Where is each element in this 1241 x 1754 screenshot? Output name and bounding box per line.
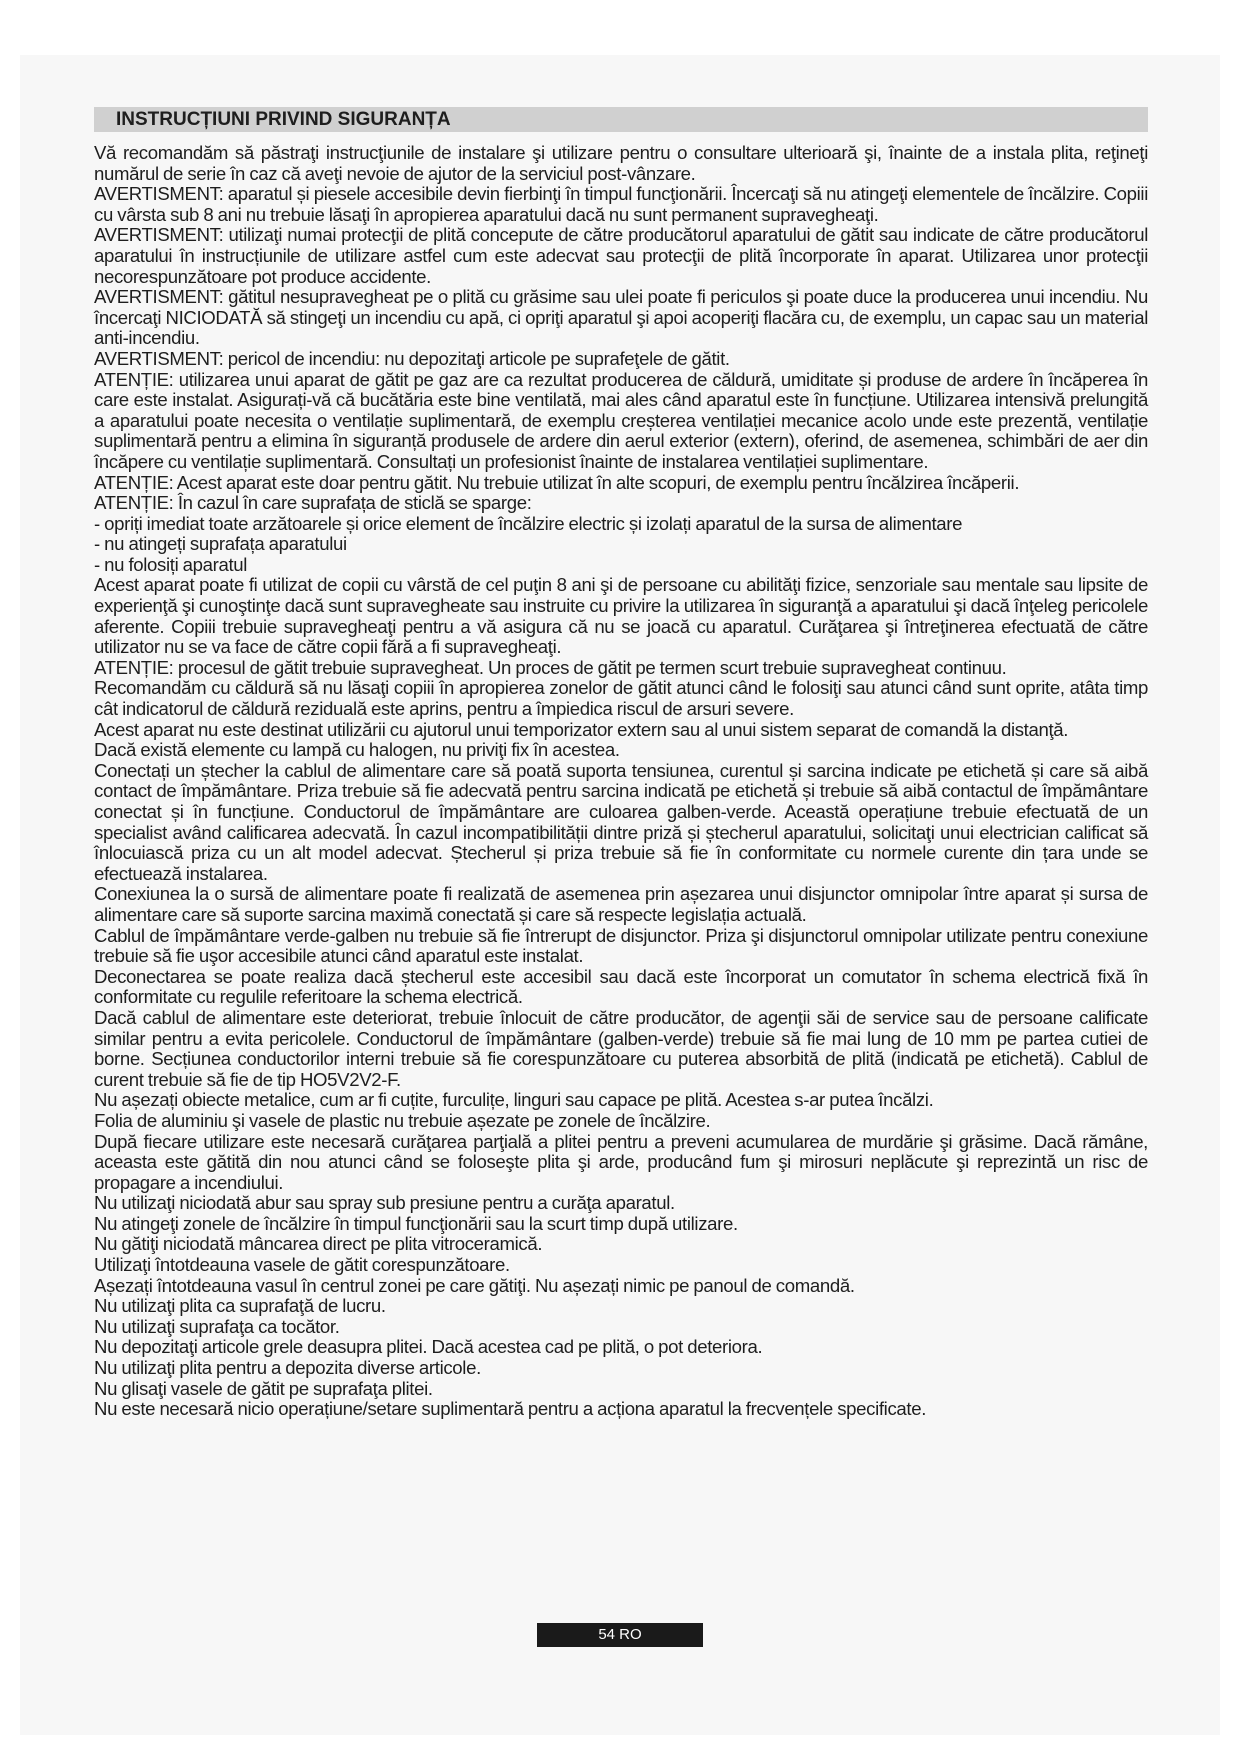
paragraph: Nu utilizaţi niciodată abur sau spray sub presiune pentru a curăţa aparatul. bbox=[94, 1192, 675, 1214]
paragraph: Dacă există elemente cu lampă cu halogen, nu priviţi fix în acestea. bbox=[94, 739, 620, 761]
paragraph: ATENȚIE: procesul de gătit trebuie supravegheat. Un proces de gătit pe termen scurt trebuie supravegheat continuu. bbox=[94, 656, 1007, 678]
paragraph: Conexiunea la o sursă de alimentare poate fi realizată de asemenea prin așezarea unui disjunctor omnipolar între aparat și sursa de alimentare care să suporte sarcina maximă conectată și care să respecte legislația actuală. bbox=[94, 883, 1148, 925]
paragraph: Nu glisaţi vasele de gătit pe suprafaţa plitei. bbox=[94, 1377, 433, 1399]
paragraph: Nu utilizaţi plita pentru a depozita diverse articole. bbox=[94, 1357, 481, 1379]
paragraph: Utilizaţi întotdeauna vasele de gătit corespunzătoare. bbox=[94, 1254, 510, 1276]
paragraph: Acest aparat nu este destinat utilizării cu ajutorul unui temporizator extern sau al unui sistem separat de comandă la distanţă. bbox=[94, 718, 1069, 740]
paragraph: Vă recomandăm să păstraţi instrucţiunile de instalare şi utilizare pentru o consultare ulterioară şi, înainte de a instala plita, reţineţi numărul de serie în caz că aveţi nevoie de ajutor de la serviciul post-vânzare. bbox=[94, 142, 1148, 184]
list-item: - nu atingeți suprafața aparatului bbox=[94, 533, 347, 555]
paragraph: Conectați un ștecher la cablul de alimentare care să poată suporta tensiunea, curentul și sarcina indicate pe etichetă și care să aibă contact de împământare. Priza trebuie să fie adecvată pentru sarcina indicată pe etichetă și trebuie să aibă contactul de împământare conectat și în funcțiune. Conductorul de împământare are culoarea galben-verde. Această operațiune trebuie efectuată de un specialist având calificarea adecvată. În cazul incompatibilității dintre priză și ștecherul aparatului, solicitaţi unui electrician calificat să înlocuiască priza cu un alt model adecvat. Ștecherul și priza trebuie să fie în conformitate cu normele curente din țara unde se efectuează instalarea. bbox=[94, 759, 1148, 884]
paragraph: AVERTISMENT: utilizaţi numai protecţii de plită concepute de către producătorul aparatului de gătit sau indicate de către producătorul aparatului în instrucțiunile de utilizare astfel cum este adecvat sau protecţii de plită încorporate în aparat. Utilizarea unor protecţii necorespunzătoare pot produce accidente. bbox=[94, 224, 1148, 287]
paragraph: Așezați întotdeauna vasul în centrul zonei pe care gătiţi. Nu așezați nimic pe panoul de comandă. bbox=[94, 1274, 855, 1296]
paragraph: ATENȚIE: Acest aparat este doar pentru gătit. Nu trebuie utilizat în alte scopuri, de exemplu pentru încălzirea încăperii. bbox=[94, 471, 1020, 493]
paragraph: Nu utilizaţi plita ca suprafaţă de lucru. bbox=[94, 1295, 386, 1317]
list-item: - opriți imediat toate arzătoarele și orice element de încălzire electric și izolați aparatul de la sursa de alimentare bbox=[94, 512, 963, 534]
paragraph: Nu utilizaţi suprafaţa ca tocător. bbox=[94, 1315, 340, 1337]
section-header-bar bbox=[94, 107, 1148, 132]
paragraph: Nu atingeţi zonele de încălzire în timpul funcţionării sau la scurt timp după utilizare. bbox=[94, 1212, 738, 1234]
page-number: 54 RO bbox=[598, 1626, 642, 1643]
paragraph: După fiecare utilizare este necesară curăţarea parţială a plitei pentru a preveni acumularea de murdărie şi grăsime. Dacă rămâne, aceasta este gătită din nou atunci când se foloseşte plita şi arde, producând fum şi mirosuri neplăcute şi reprezintă un risc de propagare a incendiului. bbox=[94, 1130, 1148, 1193]
list-item: - nu folosiți aparatul bbox=[94, 553, 248, 575]
paragraph: Folia de aluminiu şi vasele de plastic nu trebuie așezate pe zonele de încălzire. bbox=[94, 1109, 711, 1131]
section-title: INSTRUCȚIUNI PRIVIND SIGURANȚA bbox=[116, 109, 451, 130]
paragraph: Nu gătiţi niciodată mâncarea direct pe plita vitroceramică. bbox=[94, 1233, 543, 1255]
paragraph: AVERTISMENT: pericol de incendiu: nu depozitaţi articole pe suprafeţele de gătit. bbox=[94, 347, 730, 369]
paragraph: Acest aparat poate fi utilizat de copii cu vârstă de cel puţin 8 ani şi de persoane cu abilităţi fizice, senzoriale sau mentale sau lipsite de experienţă şi cunoştinţe dacă sunt supravegheate sau instruite cu privire la utilizarea în siguranţă a aparatului şi dacă înţeleg pericolele aferente. Copiii trebuie supravegheaţi pentru a vă asigura că nu se joacă cu aparatul. Curăţarea şi întreţinerea efectuată de către utilizator nu se va face de către copii fără a fi supravegheaţi. bbox=[94, 574, 1148, 658]
paragraph: Dacă cablul de alimentare este deteriorat, trebuie înlocuit de către producător, de agenţii săi de service sau de persoane calificate similar pentru a evita pericolele. Conductorul de împământare (galben-verde) trebuie să fie mai lung de 10 mm pe partea cutiei de borne. Secțiunea conductorilor interni trebuie să fie corespunzătoare cu puterea absorbită de plită (indicată pe etichetă). Cablul de curent trebuie să fie de tip HO5V2V2-F. bbox=[94, 1006, 1148, 1090]
page-number-badge bbox=[537, 1623, 703, 1647]
safety-instructions-body bbox=[94, 143, 1148, 1420]
paragraph: Nu așezați obiecte metalice, cum ar fi cuțite, furculițe, linguri sau capace pe plită. Acestea s-ar putea încălzi. bbox=[94, 1089, 934, 1111]
paragraph: Cablul de împământare verde-galben nu trebuie să fie întrerupt de disjunctor. Priza şi disjunctorul omnipolar utilizate pentru conexiune trebuie să fie uşor accesibile atunci când aparatul este instalat. bbox=[94, 924, 1148, 967]
paragraph: ATENȚIE: În cazul în care suprafața de sticlă se sparge: bbox=[94, 492, 532, 514]
paragraph: Nu depozitaţi articole grele deasupra plitei. Dacă acestea cad pe plită, o pot deteriora. bbox=[94, 1336, 763, 1358]
paragraph: Recomandăm cu căldură să nu lăsaţi copiii în apropierea zonelor de gătit atunci când le folosiţi sau atunci când sunt oprite, atâta timp cât indicatorul de căldură reziduală este aprins, pentru a împiedica riscul de arsuri severe. bbox=[94, 677, 1148, 720]
paragraph: AVERTISMENT: gătitul nesupravegheat pe o plită cu grăsime sau ulei poate fi periculos şi poate duce la producerea unui incendiu. Nu încercaţi NICIODATĂ să stingeţi un incendiu cu apă, ci opriţi aparatul şi apoi acoperiţi flacăra cu, de exemplu, un capac sau un material anti-incendiu. bbox=[94, 286, 1148, 349]
paragraph: Deconectarea se poate realiza dacă ștecherul este accesibil sau dacă este încorporat un comutator în schema electrică fixă în conformitate cu regulile referitoare la schema electrică. bbox=[94, 965, 1148, 1008]
paragraph: ATENȚIE: utilizarea unui aparat de gătit pe gaz are ca rezultat producerea de căldură, umiditate și produse de ardere în încăperea în care este instalat. Asigurați-vă că bucătăria este bine ventilată, mai ales când aparatul este în funcțiune. Utilizarea intensivă prelungită a aparatului poate necesita o ventilație suplimentară, de exemplu creșterea ventilației mecanice acolo unde este prezentă, ventilație suplimentară pentru a elimina în siguranță produsele de ardere din aerul exterior (extern), oferind, de asemenea, schimbări de aer din încăpere cu ventilație suplimentară. Consultați un profesionist înainte de instalarea ventilației suplimentare. bbox=[94, 368, 1148, 472]
paragraph: Nu este necesară nicio operațiune/setare suplimentară pentru a acționa aparatul la frecvențele specificate. bbox=[94, 1398, 927, 1420]
paragraph: AVERTISMENT: aparatul și piesele accesibile devin fierbinţi în timpul funcţionării. Încercaţi să nu atingeţi elementele de încălzire. Copiii cu vârsta sub 8 ani nu trebuie lăsaţi în apropierea aparatului dacă nu sunt permanent supravegheaţi. bbox=[94, 183, 1148, 225]
